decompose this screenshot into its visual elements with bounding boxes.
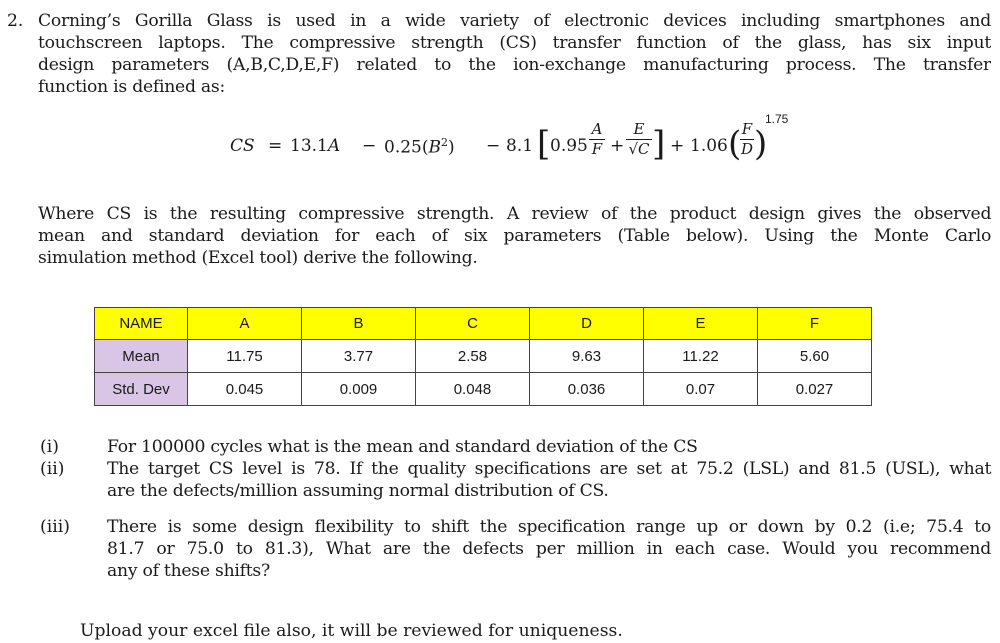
right-paren: ) bbox=[754, 124, 768, 164]
table-row bbox=[95, 373, 872, 406]
table-header-cell: A bbox=[188, 308, 302, 340]
intro-line: function is defined as: bbox=[38, 77, 226, 97]
intro-paragraph bbox=[38, 10, 991, 98]
intro-line: Corning’s Gorilla Glass is used in a wide variety of electronic devices including smartphones and bbox=[38, 11, 991, 31]
table-header-cell: D bbox=[530, 308, 644, 340]
subquestion-label-iii: (iii) bbox=[40, 517, 70, 537]
formula-plus: + bbox=[670, 136, 685, 156]
formula-term2: $0.25(B^2)$ bbox=[384, 136, 455, 158]
table-header-cell: F bbox=[758, 308, 872, 340]
subquestion-label-ii: (ii) bbox=[40, 459, 65, 479]
formula-term3: 8.1 bbox=[506, 136, 534, 156]
where-line: simulation method (Excel tool) derive the following. bbox=[38, 248, 478, 268]
table-cell: 11.22 bbox=[644, 340, 758, 373]
subquestion-line: The target CS level is 78. If the quality specifications are set at 75.2 (LSL) and 81.5 (USL), what bbox=[107, 459, 992, 479]
fraction-e-over-sqrt-c: E √C bbox=[626, 121, 652, 158]
formula-term1: 13.1A bbox=[290, 136, 341, 156]
subquestion-i bbox=[107, 436, 991, 458]
formula-minus: − bbox=[362, 136, 377, 156]
row-label-mean: Mean bbox=[95, 340, 188, 373]
transfer-function-formula bbox=[230, 112, 790, 182]
left-paren: ( bbox=[728, 124, 742, 164]
table-header-cell: C bbox=[416, 308, 530, 340]
formula-plus: + bbox=[610, 136, 625, 156]
question-number: 2. bbox=[7, 11, 24, 31]
table-cell: 11.75 bbox=[188, 340, 302, 373]
table-cell: 0.045 bbox=[188, 373, 302, 406]
formula-minus: − bbox=[486, 136, 501, 156]
table-header-cell: E bbox=[644, 308, 758, 340]
subquestion-line: any of these shifts? bbox=[107, 561, 270, 581]
subquestion-line: There is some design flexibility to shift the specification range up or down by 0.2 (i.e; 75.4 to bbox=[107, 517, 991, 537]
subquestion-ii bbox=[107, 458, 991, 502]
table-cell: 0.048 bbox=[416, 373, 530, 406]
table-cell: 0.009 bbox=[302, 373, 416, 406]
formula-term5: 1.06 bbox=[690, 136, 728, 156]
where-line: mean and standard deviation for each of six parameters (Table below). Using the Monte Carlo bbox=[38, 226, 991, 246]
left-bracket: [ bbox=[537, 124, 551, 164]
table-cell: 9.63 bbox=[530, 340, 644, 373]
formula-term4: 0.95 bbox=[550, 136, 588, 156]
formula-exponent: 1.75 bbox=[765, 112, 789, 126]
table-cell: 0.027 bbox=[758, 373, 872, 406]
intro-line: design parameters (A,B,C,D,E,F) related to the ion-exchange manufacturing process. The transfer bbox=[38, 55, 991, 75]
table-header-row bbox=[95, 308, 872, 340]
upload-instruction: Upload your excel file also, it will be reviewed for uniqueness. bbox=[80, 621, 623, 641]
subquestion-iii bbox=[107, 516, 991, 582]
table-cell: 0.07 bbox=[644, 373, 758, 406]
table-cell: 2.58 bbox=[416, 340, 530, 373]
fraction-a-over-f: A F bbox=[589, 121, 605, 158]
intro-line: touchscreen laptops. The compressive strength (CS) transfer function of the glass, has six input bbox=[38, 33, 991, 53]
where-line: Where CS is the resulting compressive strength. A review of the product design gives the observed bbox=[38, 204, 991, 224]
formula-equals: = bbox=[268, 136, 283, 156]
subquestion-label-i: (i) bbox=[40, 437, 59, 457]
table-header-cell: B bbox=[302, 308, 416, 340]
table-cell: 3.77 bbox=[302, 340, 416, 373]
table-row bbox=[95, 340, 872, 373]
table-header-cell: NAME bbox=[95, 308, 188, 340]
table-cell: 0.036 bbox=[530, 373, 644, 406]
row-label-std-dev: Std. Dev bbox=[95, 373, 188, 406]
subquestion-line: For 100000 cycles what is the mean and standard deviation of the CS bbox=[107, 437, 698, 457]
where-paragraph bbox=[38, 203, 991, 269]
subquestion-line: 81.7 or 75.0 to 81.3), What are the defects per million in each case. Would you recommend bbox=[107, 539, 991, 559]
right-bracket: ] bbox=[652, 124, 666, 164]
subquestion-line: are the defects/million assuming normal distribution of CS. bbox=[107, 481, 609, 501]
fraction-f-over-d: F D bbox=[740, 120, 754, 158]
parameter-table bbox=[94, 307, 872, 406]
formula-lhs: CS bbox=[230, 136, 255, 156]
table-cell: 5.60 bbox=[758, 340, 872, 373]
